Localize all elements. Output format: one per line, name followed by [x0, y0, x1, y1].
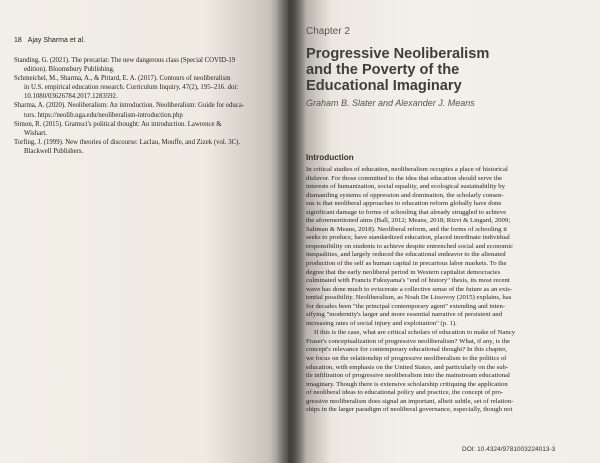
chapter-title-line: Progressive Neoliberalism — [306, 46, 490, 62]
body-line: sus is that neoliberal approaches to education reform globally have done — [306, 200, 502, 208]
body-line: significant damage to forms of schooling that already struggled to achieve — [306, 208, 507, 216]
body-line: concept's relevance for contemporary educational thought? In this chapter, — [306, 346, 507, 354]
reference-line: Torfing, J. (1999). New theories of discourse: Laclau, Mouffe, and Zizek (vol. 3C). — [14, 138, 241, 146]
body-text — [306, 166, 590, 415]
body-line: Saltman & Means, 2018). Neoliberal reform, and the forms of schooling it — [306, 225, 507, 233]
reference-entry — [14, 138, 276, 156]
reference-line: Wishart. — [24, 129, 47, 137]
reference-line: tors. https://neolib.uga.edu/neoliberalism-introduction.php — [24, 111, 183, 119]
body-line: for decades been "the principal contemporary agent" extending and inten- — [306, 302, 506, 310]
running-head — [14, 37, 91, 44]
reference-line: Schmeichel, M., Sharma, A., & Pittard, E. A. (2017). Contours of neoliberalism — [14, 75, 231, 83]
reference-entry — [14, 56, 276, 74]
body-line: production of the self as human capital in precarious labor markets. To the — [306, 260, 507, 268]
body-line: the aforementioned aims (Ball, 2012; Means, 2018; Rizvi & Lingard, 2009; — [306, 217, 511, 225]
doi: DOI: 10.4324/9781003224013-3 — [462, 446, 556, 453]
book-gutter — [276, 0, 306, 463]
body-line: seeks to produce, have standardized education, placed inordinate individual — [306, 234, 510, 242]
body-line: tle infiltration of progressive neoliberalism into the mainstream educational — [306, 372, 510, 380]
chapter-title-line: Educational Imaginary — [306, 78, 462, 94]
reference-line: 10.1080/03626784.2017.1283592. — [24, 93, 118, 101]
body-line: we focus on the relationship of progressive neoliberalism to the politics of — [306, 355, 507, 363]
body-line: of neoliberal ideas to educational policy and practice, the concept of pro- — [306, 389, 504, 397]
body-line: Fraser's conceptualization of progressive neoliberalism? What, if any, is the — [306, 337, 511, 345]
chapter-label: Chapter 2 — [306, 26, 350, 37]
running-head-author: Ajay Sharma et al. — [27, 37, 85, 44]
reference-line: Sharma, A. (2020). Neoliberalism: An introduction. Neoliberalism: Guide for educa- — [14, 102, 245, 110]
body-line: dismantling systems of oppression and domination, the scholarly consen- — [306, 191, 504, 199]
reference-line: Standing, G. (2021). The precariat: The new dangerous class (Special COVID-19 — [14, 57, 236, 64]
body-line: ships in the larger paradigm of neoliberal governance, especially, though not — [306, 406, 513, 414]
reference-line: edition). Bloomsbury Publishing. — [24, 66, 115, 74]
chapter-title — [306, 46, 576, 94]
body-line: sifying "modernity's larger and more essential narrative of persistent and — [306, 311, 502, 319]
body-line: inequalities, and largely reduced the educational endeavor to the alienated — [306, 251, 506, 259]
reference-line: Blackwell Publishers. — [24, 147, 84, 155]
body-line: In critical studies of education, neoliberalism occupies a place of historical — [306, 166, 508, 173]
chapter-title-line: and the Poverty of the — [306, 62, 460, 78]
body-line: wave has done much to eviscerate a collective sense of the future as an exis- — [306, 285, 513, 293]
page-number: 18 — [14, 37, 22, 44]
reference-line: in U.S. empirical education research. Curriculum Inquiry, 47(2), 195–216. doi: — [24, 84, 239, 92]
reference-entry — [14, 74, 276, 101]
body-line: culminated with Francis Fukuyama's "end of history" thesis, its most recent — [306, 277, 510, 285]
body-line: increasing rates of social injury and exploitation" (p. 1). — [306, 319, 457, 327]
chapter-authors: Graham B. Slater and Alexander J. Means — [306, 98, 475, 108]
body-line: degree that the early neoliberal period in Western capitalist democracies — [306, 268, 501, 276]
body-line: disfavor. For those committed to the idea that education should serve the — [306, 174, 503, 182]
reference-list — [14, 56, 276, 156]
body-line: education, with emphasis on the United States, and particularly on the sub- — [306, 363, 509, 371]
body-line: If this is the case, what are critical scholars of education to make of Nancy — [314, 329, 516, 337]
body-line: tential possibility. Neoliberalism, as Noah De Lissovoy (2015) explains, has — [306, 294, 512, 302]
left-page — [0, 0, 292, 463]
reference-entry — [14, 101, 276, 119]
section-heading: Introduction — [306, 153, 354, 162]
body-line: imaginary. Though there is extensive scholarship critiquing the application — [306, 380, 508, 388]
reference-line: Simon, R. (2015). Gramsci's political thought: An introduction. Lawrence & — [14, 120, 222, 128]
body-line: interests of humanization, social equality, and ecological sustainability by — [306, 183, 506, 191]
body-line: responsibility on students to achieve despite entrenched social and economic — [306, 242, 514, 250]
body-line: gressive neoliberalism does signal an important, albeit subtle, set of relation- — [306, 397, 514, 405]
reference-entry — [14, 120, 276, 138]
